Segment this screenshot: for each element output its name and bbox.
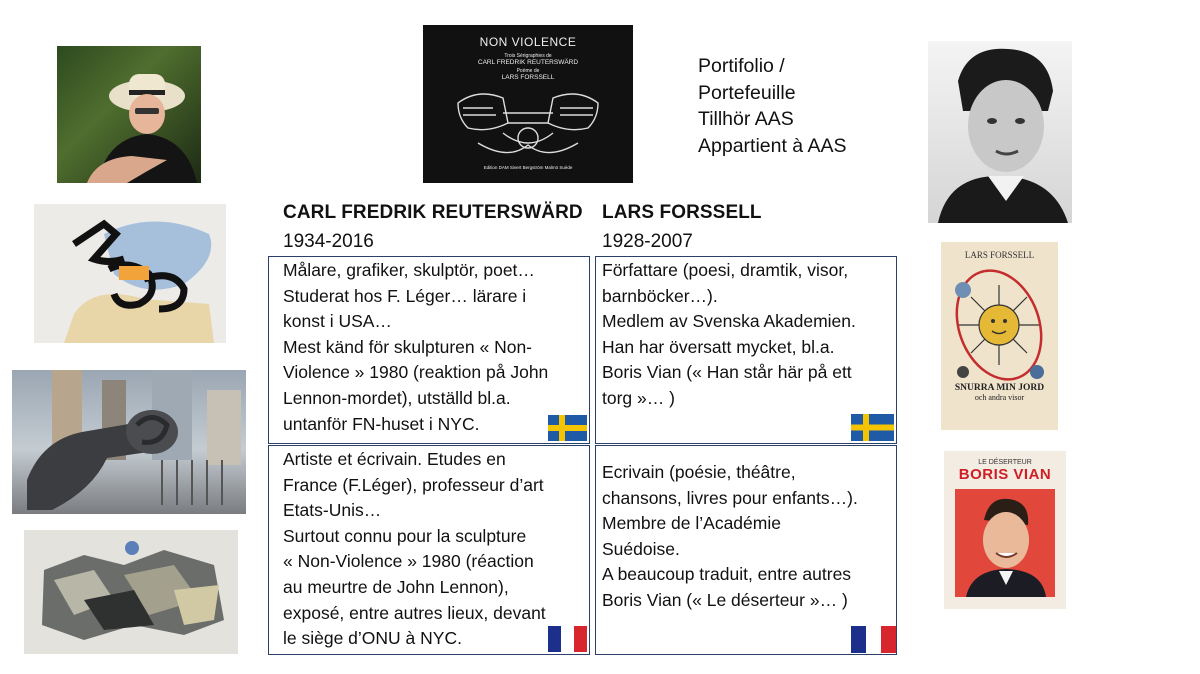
cover-footer: Edition DAM Sivert Bergström Malmö Suède [483,165,573,170]
book-snurra-min-jord [941,242,1058,430]
text-line: Han har översatt mycket, bl.a. [602,336,835,357]
forssell-years: 1928-2007 [602,231,693,252]
reutersward-swedish-box [268,256,590,444]
text-line: Artiste et écrivain. Etudes en [283,449,506,469]
text-line: Studerat hos F. Léger… lärare i [283,285,527,306]
text-line: konst i USA… [283,311,392,332]
text-line: Suédoise. [602,538,680,559]
text-line: Surtout connu pour la sculpture [283,525,527,546]
photo-reutersward-portrait [57,46,201,183]
cover-artwork [448,83,608,163]
text-line: A beaucoup traduit, entre autres [602,564,852,585]
forssell-french-text [602,460,888,614]
cover-line-1: Trois Sérigraphies de [504,53,552,59]
forssell-name: LARS FORSSELL [602,202,762,223]
book-vian-portrait [944,485,1066,603]
text-line: Författare (poesi, dramtik, visor, [602,260,849,280]
cover-line-3: Poème de [516,68,540,74]
portfolio-cover [423,25,633,183]
reutersward-name: CARL FREDRIK REUTERSWÄRD [283,202,583,223]
text-line: France (F.Léger), professeur d’art [283,474,544,495]
text-line: « Non-Violence » 1980 (réaction [283,551,534,572]
image-nonviolence-drawing [34,204,226,343]
book-vian-name: BORIS VIAN [958,466,1052,483]
cover-title: NON VIOLENCE [479,35,577,49]
text-line: Medlem av Svenska Akademien. [602,311,856,332]
text-line: chansons, livres pour enfants…). [602,487,858,508]
book-snurra-sun-illustration [941,260,1058,385]
reutersward-years: 1934-2016 [283,231,374,252]
photo-forssell-portrait [928,41,1072,223]
reutersward-french-box [268,445,590,655]
forssell-swedish-text [602,258,888,412]
text-line: Boris Vian (« Le déserteur »… ) [602,589,848,610]
text-line: barnböcker…). [602,285,718,306]
caption-line-3: Tillhör AAS [698,108,794,130]
text-line: au meurtre de John Lennon), [283,576,509,597]
image-crushed-metal-artwork [24,530,238,654]
book-snurra-subtitle: och andra visor [974,393,1025,402]
text-line: Ecrivain (poésie, théâtre, [602,462,796,482]
text-line: untanför FN-huset i NYC. [283,413,480,434]
text-line: exposé, entre autres lieux, devant [283,602,546,623]
cover-line-4: LARS FORSSELL [501,74,555,81]
swedish-flag-icon [548,415,587,441]
caption-line-1: Portifolio / [698,55,785,77]
french-flag-icon [851,626,896,653]
portfolio-caption [698,53,847,159]
book-vian-top-label: LE DÉSERTEUR [978,459,1032,466]
photo-knotted-gun-sculpture [12,370,246,514]
text-line: torg »… ) [602,387,675,408]
text-line: Lennon-mordet), utställd bl.a. [283,387,511,408]
text-line: Etats-Unis… [283,500,382,521]
book-snurra-title: SNURRA MIN JORD [954,383,1045,393]
reutersward-swedish-text [283,258,581,437]
forssell-swedish-box [595,256,897,444]
reutersward-french-text [283,447,581,652]
swedish-flag-icon [851,414,894,441]
forssell-french-box [595,445,897,655]
french-flag-icon [548,626,587,652]
text-line: Membre de l’Académie [602,513,781,534]
caption-line-4: Appartient à AAS [698,134,847,157]
text-line: Målare, grafiker, skulptör, poet… [283,260,535,280]
book-boris-vian-le-deserteur [944,451,1066,609]
book-snurra-author: LARS FORSSELL [964,250,1035,260]
text-line: le siège d’ONU à NYC. [283,628,462,649]
cover-line-2: CARL FREDRIK REUTERSWÄRD [477,59,579,66]
text-line: Violence » 1980 (reaktion på John [283,362,549,383]
caption-line-2: Portefeuille [698,81,796,104]
text-line: Boris Vian (« Han står här på ett [602,362,852,383]
text-line: Mest känd för skulpturen « Non- [283,336,533,357]
